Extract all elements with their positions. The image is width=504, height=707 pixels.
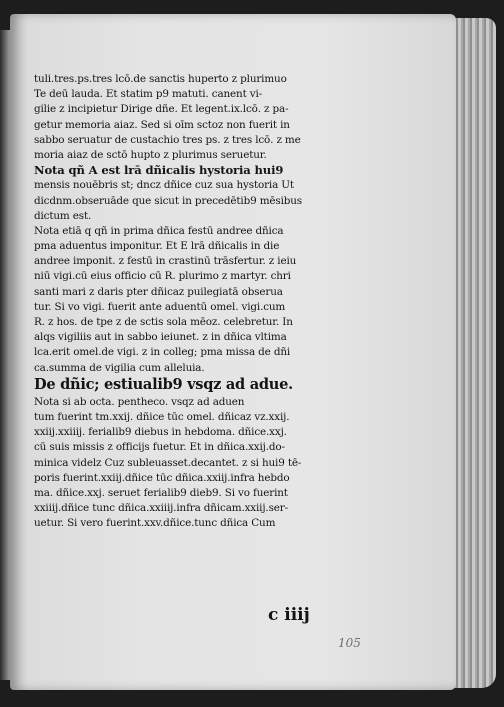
text-line: cū suis missis z officijs fuetur. Et in dñica.xxij.do- [34, 441, 285, 454]
text-line: mensis nouēbris st; dncz dñice cuz sua hystoria Ut [34, 179, 294, 192]
text-line: alqs vigiliis aut in sabbo ieiunet. z in dñica vltima [34, 331, 287, 344]
text-line: Nota si ab octa. pentheco. vsqz ad aduen [34, 395, 245, 408]
text-line: niū vigi.cū eius officio cū R. plurimo z martyr. chri [34, 270, 291, 283]
text-line: R. z hos. de tpe z de sctis sola mēoz. celebretur. In [34, 316, 293, 328]
text-line: tum fuerint tm.xxij. dñice tūc omel. dñicaz vz.xxij. [34, 410, 290, 423]
text-line: dictum est. [34, 209, 92, 222]
text-line: ma. dñice.xxj. seruet ferialib9 dieb9. Si vo fuerint [34, 486, 288, 499]
text-line: gilie z incipietur Dirige dñe. Et legent.ix.lcō. z pa- [34, 103, 289, 116]
text-line: ca.summa de vigilia cum alleluia. [34, 361, 205, 374]
text-line: andree imponit. z festū in crastinū trāsfertur. z ieiu [34, 255, 297, 268]
text-line: tuli.tres.ps.tres lcō.de sanctis huperto z plurimuo [34, 73, 287, 85]
folio-number: 105 [338, 636, 361, 650]
text-line: pma aduentus imponitur. Et E lrā dñicalis in die [34, 240, 280, 253]
text-line: xxiiij.dñice tunc dñica.xxiiij.infra dñicam.xxiij.ser- [34, 502, 288, 515]
text-line: moria aiaz de sctō hupto z plurimus seruetur. [34, 148, 267, 161]
text-line: minica videlz Cuz subleuasset.decantet. z si hui9 tē- [34, 456, 302, 469]
text-line: dicdnm.obseruāde que sicut in precedētib9 mēsibus [34, 194, 302, 207]
text-line: uetur. Si vero fuerint.xxv.dñice.tunc dñica Cum [34, 517, 276, 530]
section-heading: De dñic; estiualib9 vsqz ad adue. [34, 375, 293, 393]
text-line: tur. Si vo vigi. fuerit ante aduentū omel. vigi.cum [34, 300, 286, 313]
text-line: lca.erit omel.de vigi. z in colleg; pma missa de dñi [34, 346, 291, 359]
text-line: santi mari z daris pter dñicaz puilegiatā obserua [34, 285, 283, 298]
text-line: xxiij.xxiiij. ferialib9 diebus in hebdoma. dñice.xxj. [34, 426, 287, 439]
text-line: getur memoria aiaz. Sed si oīm sctoz non fuerit in [34, 118, 290, 131]
text-line: poris fuerint.xxiij.dñice tūc dñica.xxiij.infra hebdo [34, 471, 290, 484]
text-line: sabbo seruatur de custachio tres ps. z tres lcō. z me [34, 133, 301, 146]
book-page [10, 14, 456, 690]
text-line: Nota qñ A est lrā dñicalis hystoria hui9 [34, 163, 284, 178]
text-line: Nota etiā q qñ in prima dñica festū andree dñica [34, 224, 284, 237]
text-line: Te deū lauda. Et statim p9 matuti. canent vi- [34, 88, 263, 101]
text-block [34, 72, 370, 531]
signature-mark: c iiij [268, 605, 310, 625]
